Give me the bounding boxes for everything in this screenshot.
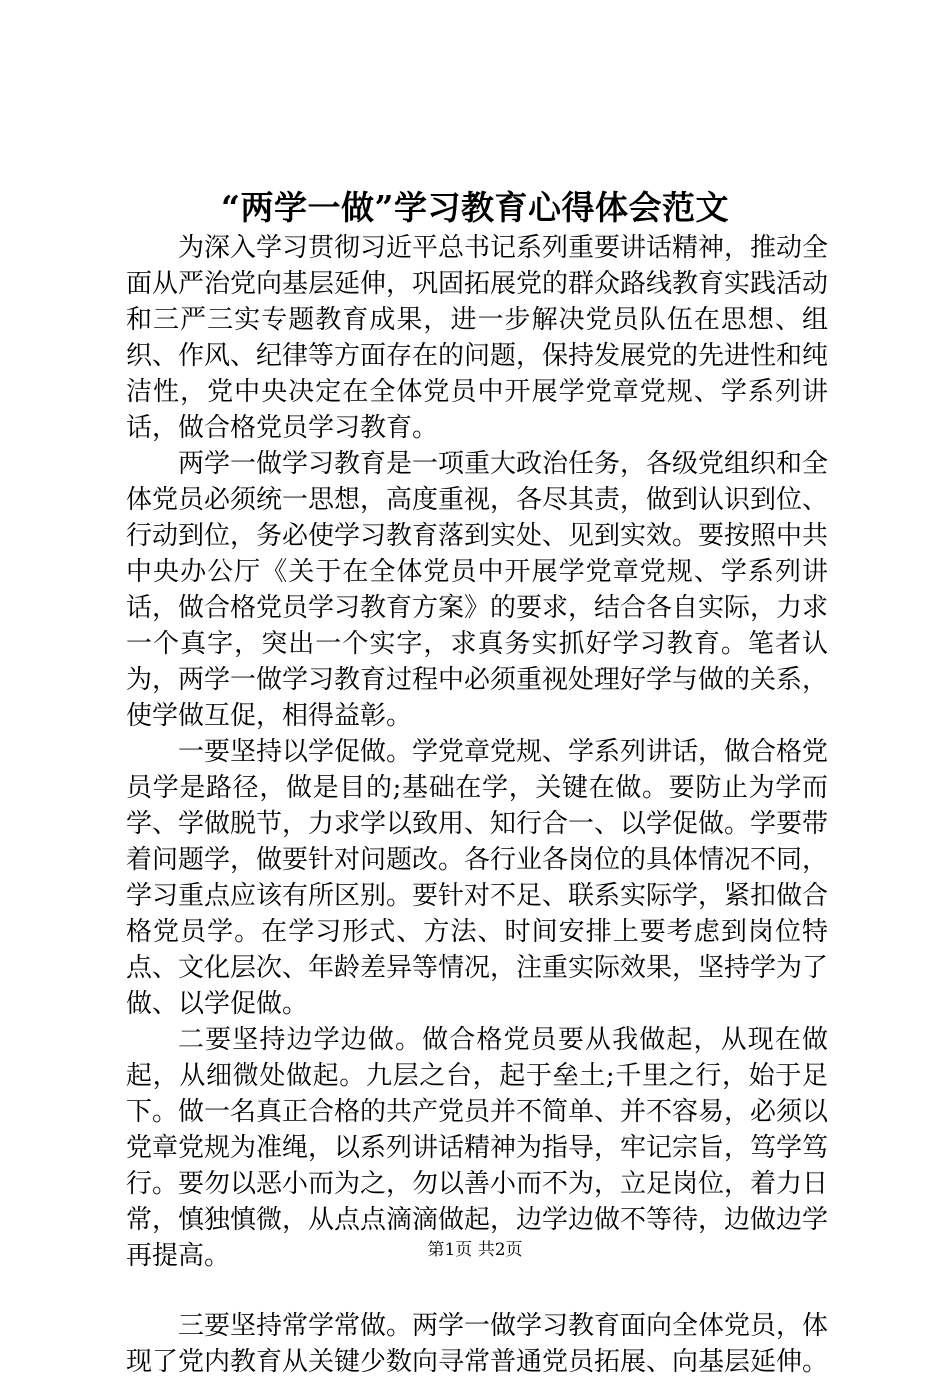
page-number-footer: 第1页 共2页: [427, 1240, 523, 1260]
document-title: “两学一做”学习教育心得体会范文: [221, 188, 729, 227]
document-body: [126, 230, 828, 1380]
paragraph-2: 两学一做学习教育是一项重大政治任务，各级党组织和全体党员必须统一思想，高度重视，各尽其责，做到认识到位、行动到位，务必使学习教育落到实处、见到实效。要按照中共中央办公厅《关于在全体党员中开展学党章党规、学系列讲话，做合格党员学习教育方案》的要求，结合各自实际，力求一个真字，突出一个实字，求真务实抓好学习教育。笔者认为，两学一做学习教育过程中必须重视处理好学与做的关系，使学做互促，相得益彰。: [126, 449, 829, 731]
paragraph-4: 二要坚持边学边做。做合格党员要从我做起，从现在做起，从细微处做起。九层之台，起于垒土;千里之行，始于足下。做一名真正合格的共产党员并不简单、并不容易，必须以党章党规为准绳，以系列讲话精神为指导，牢记宗旨，笃学笃行。要勿以恶小而为之，勿以善小而不为，立足岗位，着力日常，慎独慎微，从点点滴滴做起，边学边做不等待，边做边学再提高。: [126, 1025, 829, 1271]
paragraph-1: 为深入学习贯彻习近平总书记系列重要讲话精神，推动全面从严治党向基层延伸，巩固拓展党的群众路线教育实践活动和三严三实专题教育成果，进一步解决党员队伍在思想、组织、作风、纪律等方面存在的问题，保持发展党的先进性和纯洁性，党中央决定在全体党员中开展学党章党规、学系列讲话，做合格党员学习教育。: [126, 233, 829, 443]
paragraph-5: 三要坚持常学常做。两学一做学习教育面向全体党员，体现了党内教育从关键少数向寻常普通党员拓展、向基层延伸。: [126, 1311, 829, 1377]
paragraph-3: 一要坚持以学促做。学党章党规、学系列讲话，做合格党员学是路径，做是目的;基础在学，关键在做。要防止为学而学、学做脱节，力求学以致用、知行合一、以学促做。学要带着问题学，做要针对问题改。各行业各岗位的具体情况不同，学习重点应该有所区别。要针对不足、联系实际学，紧扣做合格党员学。在学习形式、方法、时间安排上要考虑到岗位特点、文化层次、年龄差异等情况，注重实际效果，坚持学为了做、以学促做。: [126, 737, 829, 1019]
